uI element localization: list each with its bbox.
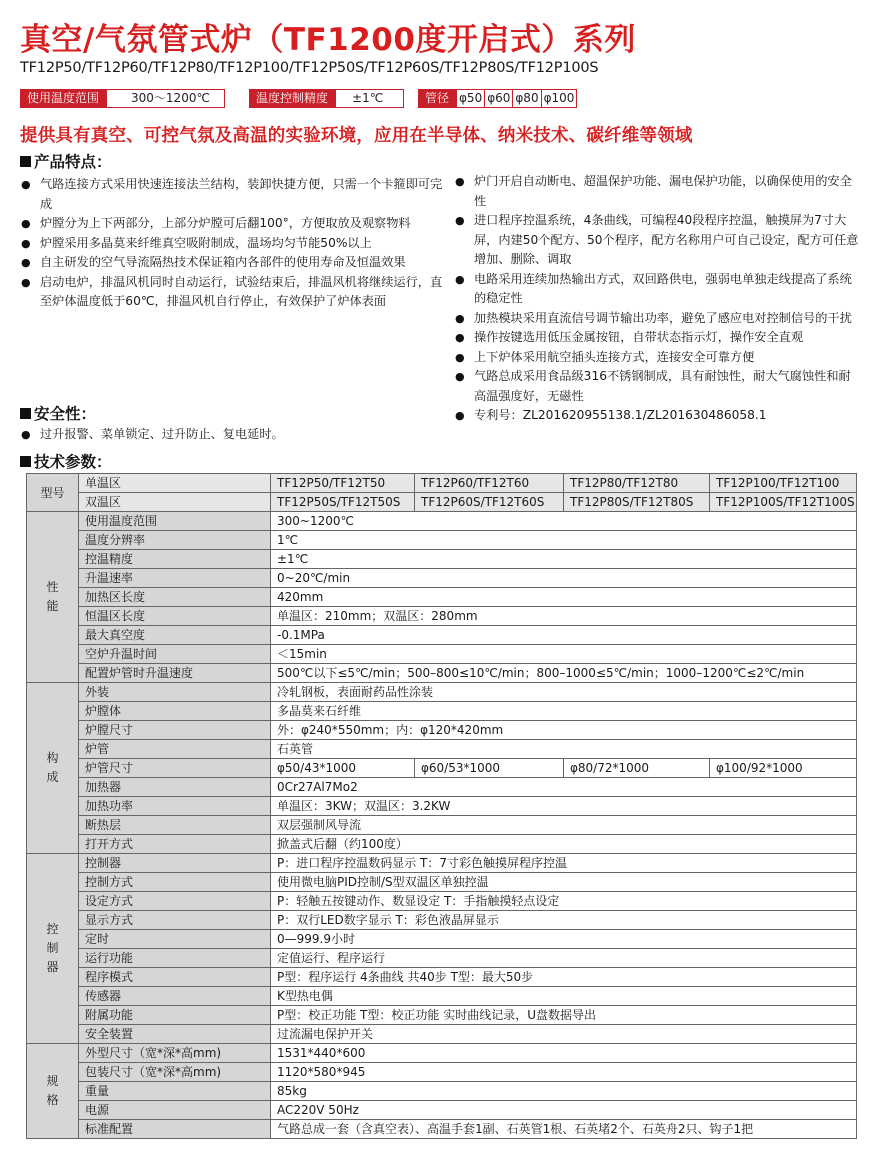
- param-label: 程序模式: [79, 968, 271, 987]
- group-label: 规格: [27, 1044, 79, 1139]
- param-label: 断热层: [79, 816, 271, 835]
- features-list-right: [454, 172, 862, 426]
- spec-table: [26, 473, 857, 1139]
- table-row: [27, 911, 857, 930]
- param-label: 打开方式: [79, 835, 271, 854]
- param-value: 85kg: [271, 1082, 857, 1101]
- model-cell: TF12P50S/TF12T50S: [271, 493, 415, 512]
- features-list-left: [20, 175, 445, 312]
- page-title: 真空/气氛管式炉（TF1200度开启式）系列: [20, 22, 636, 58]
- dual-zone-label: 双温区: [79, 493, 271, 512]
- tube-value: φ80: [513, 89, 541, 108]
- table-row: [27, 607, 857, 626]
- param-label: 加热功率: [79, 797, 271, 816]
- param-value: P型：程序运行 4条曲线 共40步 T型：最大50步: [271, 968, 857, 987]
- slogan: 提供具有真空、可控气氛及高温的实验环境，应用在半导体、纳米技术、碳纤维等领域: [20, 126, 693, 146]
- param-label: 电源: [79, 1101, 271, 1120]
- param-value: 420mm: [271, 588, 857, 607]
- param-label: 空炉升温时间: [79, 645, 271, 664]
- param-value: 使用微电脑PID控制/S型双温区单独控温: [271, 873, 857, 892]
- param-value: 单温区：210mm；双温区：280mm: [271, 607, 857, 626]
- list-item: ● 电路采用连续加热输出方式，双回路供电，强弱电单独走线提高了系统的稳定性: [454, 270, 862, 309]
- param-value: P：进口程序控温数码显示 T：7寸彩色触摸屏程序控温: [271, 854, 857, 873]
- param-label: 传感器: [79, 987, 271, 1006]
- table-row: [27, 987, 857, 1006]
- table-row: [27, 1025, 857, 1044]
- table-row: [27, 512, 857, 531]
- table-row: [27, 759, 857, 778]
- param-value: 1531*440*600: [271, 1044, 857, 1063]
- table-row: [27, 1006, 857, 1025]
- model-cell: TF12P100S/TF12T100S: [710, 493, 857, 512]
- param-label: 炉膛尺寸: [79, 721, 271, 740]
- list-item: ● 炉膛采用多晶莫来纤维真空吸附制成，温场均匀节能50%以上: [20, 234, 445, 254]
- model-cell: TF12P60/TF12T60: [415, 474, 564, 493]
- param-value: φ50/43*1000: [271, 759, 415, 778]
- table-row: [27, 588, 857, 607]
- param-label: 加热器: [79, 778, 271, 797]
- list-item: ● 操作按键选用低压金属按钮，自带状态指示灯，操作安全直观: [454, 328, 862, 348]
- table-row: [27, 493, 857, 512]
- list-item: ● 进口程序控温系统，4条曲线，可编程40段程序控温，触摸屏为7寸大屏，内建50个配方、50个程序，配方名称用户可自己设定，配方可任意增加、删除、调取: [454, 211, 862, 270]
- table-row: [27, 1044, 857, 1063]
- table-row: [27, 626, 857, 645]
- list-item: ● 专利号：ZL201620955138.1/ZL201630486058.1: [454, 406, 862, 426]
- param-label: 炉管尺寸: [79, 759, 271, 778]
- table-row: [27, 854, 857, 873]
- param-value: 冷轧钢板，表面耐药品性涂装: [271, 683, 857, 702]
- param-label: 外型尺寸（宽*深*高mm): [79, 1044, 271, 1063]
- param-value: AC220V 50Hz: [271, 1101, 857, 1120]
- tube-label: 管径: [418, 89, 456, 108]
- param-label: 控温精度: [79, 550, 271, 569]
- list-item: ● 加热模块采用直流信号调节输出功率，避免了感应电对控制信号的干扰: [454, 309, 862, 329]
- list-item: ● 过升报警、菜单锁定、过升防止、复电延时。: [20, 425, 445, 445]
- model-cell: TF12P80/TF12T80: [564, 474, 710, 493]
- table-row: [27, 569, 857, 588]
- param-value: 单温区：3KW；双温区：3.2KW: [271, 797, 857, 816]
- model-cell: TF12P100/TF12T100: [710, 474, 857, 493]
- param-label: 重量: [79, 1082, 271, 1101]
- param-label: 安全装置: [79, 1025, 271, 1044]
- list-item: ● 自主研发的空气导流隔热技术保证箱内各部件的使用寿命及恒温效果: [20, 253, 445, 273]
- param-value: 0—999.9小时: [271, 930, 857, 949]
- table-row: [27, 835, 857, 854]
- param-value: 石英管: [271, 740, 857, 759]
- param-value: 定值运行、程序运行: [271, 949, 857, 968]
- list-item: ● 炉膛分为上下两部分，上部分炉膛可后翻100°，方便取放及观察物料: [20, 214, 445, 234]
- param-label: 恒温区长度: [79, 607, 271, 626]
- param-value: 500℃以下≤5℃/min；500–800≤10℃/min；800–1000≤5℃/min；1000–1200℃≤2℃/min: [271, 664, 857, 683]
- temp-range-spec: [20, 89, 225, 108]
- table-row: [27, 892, 857, 911]
- param-value: φ60/53*1000: [415, 759, 564, 778]
- param-label: 运行功能: [79, 949, 271, 968]
- param-label: 炉管: [79, 740, 271, 759]
- model-list: TF12P50/TF12P60/TF12P80/TF12P100/TF12P50S/TF12P60S/TF12P80S/TF12P100S: [20, 60, 599, 76]
- safety-list: [20, 425, 445, 445]
- param-value: P：双行LED数字显示 T：彩色液晶屏显示: [271, 911, 857, 930]
- param-value: -0.1MPa: [271, 626, 857, 645]
- table-row: [27, 1120, 857, 1139]
- model-label: 型号: [27, 474, 79, 512]
- table-row: [27, 949, 857, 968]
- list-item: ● 气路连接方式采用快速连接法兰结构，装卸快捷方便，只需一个卡箍即可完成: [20, 175, 445, 214]
- features-heading: 产品特点：: [20, 150, 112, 172]
- param-value: 气路总成一套（含真空表）、高温手套1副、石英管1根、石英堵2个、石英舟2只、钩子1把: [271, 1120, 857, 1139]
- param-label: 定时: [79, 930, 271, 949]
- param-value: ±1℃: [271, 550, 857, 569]
- safety-heading: 安全性：: [20, 402, 96, 424]
- param-value: 1℃: [271, 531, 857, 550]
- param-value: 过流漏电保护开关: [271, 1025, 857, 1044]
- param-label: 最大真空度: [79, 626, 271, 645]
- model-cell: TF12P80S/TF12T80S: [564, 493, 710, 512]
- precision-spec: [249, 89, 404, 108]
- table-row: [27, 968, 857, 987]
- param-value: φ100/92*1000: [710, 759, 857, 778]
- single-zone-label: 单温区: [79, 474, 271, 493]
- param-value: K型热电偶: [271, 987, 857, 1006]
- param-value: 多晶莫来石纤维: [271, 702, 857, 721]
- param-label: 标准配置: [79, 1120, 271, 1139]
- group-label: 构成: [27, 683, 79, 854]
- table-row: [27, 1101, 857, 1120]
- table-row: [27, 645, 857, 664]
- table-row: [27, 683, 857, 702]
- model-cell: TF12P60S/TF12T60S: [415, 493, 564, 512]
- table-row: [27, 1082, 857, 1101]
- temp-range-value: 300～1200℃: [106, 89, 225, 108]
- list-item: ● 上下炉体采用航空插头连接方式，连接安全可靠方便: [454, 348, 862, 368]
- list-item: ● 启动电炉，排温风机同时自动运行，试验结束后，排温风机将继续运行，直至炉体温度低于60℃，排温风机自行停止，有效保护了炉体表面: [20, 273, 445, 312]
- tech-heading: 技术参数：: [20, 450, 112, 472]
- table-row: [27, 816, 857, 835]
- param-value: 双层强制风导流: [271, 816, 857, 835]
- param-label: 附属功能: [79, 1006, 271, 1025]
- param-label: 加热区长度: [79, 588, 271, 607]
- param-value: 外：φ240*550mm；内：φ120*420mm: [271, 721, 857, 740]
- table-row: [27, 702, 857, 721]
- temp-range-label: 使用温度范围: [20, 89, 106, 108]
- table-row: [27, 664, 857, 683]
- table-row: [27, 474, 857, 493]
- table-row: [27, 797, 857, 816]
- param-value: 掀盖式后翻（约100度）: [271, 835, 857, 854]
- param-label: 设定方式: [79, 892, 271, 911]
- param-label: 控制方式: [79, 873, 271, 892]
- param-label: 外装: [79, 683, 271, 702]
- table-row: [27, 1063, 857, 1082]
- table-row: [27, 778, 857, 797]
- tube-value: φ100: [542, 89, 578, 108]
- table-row: [27, 721, 857, 740]
- table-row: [27, 930, 857, 949]
- param-value: ＜15min: [271, 645, 857, 664]
- param-label: 使用温度范围: [79, 512, 271, 531]
- model-cell: TF12P50/TF12T50: [271, 474, 415, 493]
- param-label: 配置炉管时升温速度: [79, 664, 271, 683]
- precision-value: ±1℃: [335, 89, 404, 108]
- list-item: ● 炉门开启自动断电、超温保护功能、漏电保护功能，以确保使用的安全性: [454, 172, 862, 211]
- param-value: 1120*580*945: [271, 1063, 857, 1082]
- tube-value: φ50: [456, 89, 485, 108]
- list-item: ● 气路总成采用食品级316不锈钢制成，具有耐蚀性，耐大气腐蚀性和耐高温强度好，无磁性: [454, 367, 862, 406]
- param-value: φ80/72*1000: [564, 759, 710, 778]
- group-label: 控制器: [27, 854, 79, 1044]
- table-row: [27, 550, 857, 569]
- param-value: 0~20℃/min: [271, 569, 857, 588]
- param-value: 300~1200℃: [271, 512, 857, 531]
- param-value: P：轻触五按键动作、数显设定 T：手指触摸轻点设定: [271, 892, 857, 911]
- param-value: P型：校正功能 T型：校正功能 实时曲线记录，U盘数据导出: [271, 1006, 857, 1025]
- param-label: 炉膛体: [79, 702, 271, 721]
- tube-diameter-spec: [418, 89, 577, 108]
- param-label: 显示方式: [79, 911, 271, 930]
- table-row: [27, 873, 857, 892]
- param-label: 控制器: [79, 854, 271, 873]
- tube-value: φ60: [485, 89, 513, 108]
- table-row: [27, 531, 857, 550]
- param-label: 升温速率: [79, 569, 271, 588]
- group-label: 性能: [27, 512, 79, 683]
- param-label: 包装尺寸（宽*深*高mm): [79, 1063, 271, 1082]
- param-value: 0Cr27Al7Mo2: [271, 778, 857, 797]
- table-row: [27, 740, 857, 759]
- precision-label: 温度控制精度: [249, 89, 335, 108]
- param-label: 温度分辨率: [79, 531, 271, 550]
